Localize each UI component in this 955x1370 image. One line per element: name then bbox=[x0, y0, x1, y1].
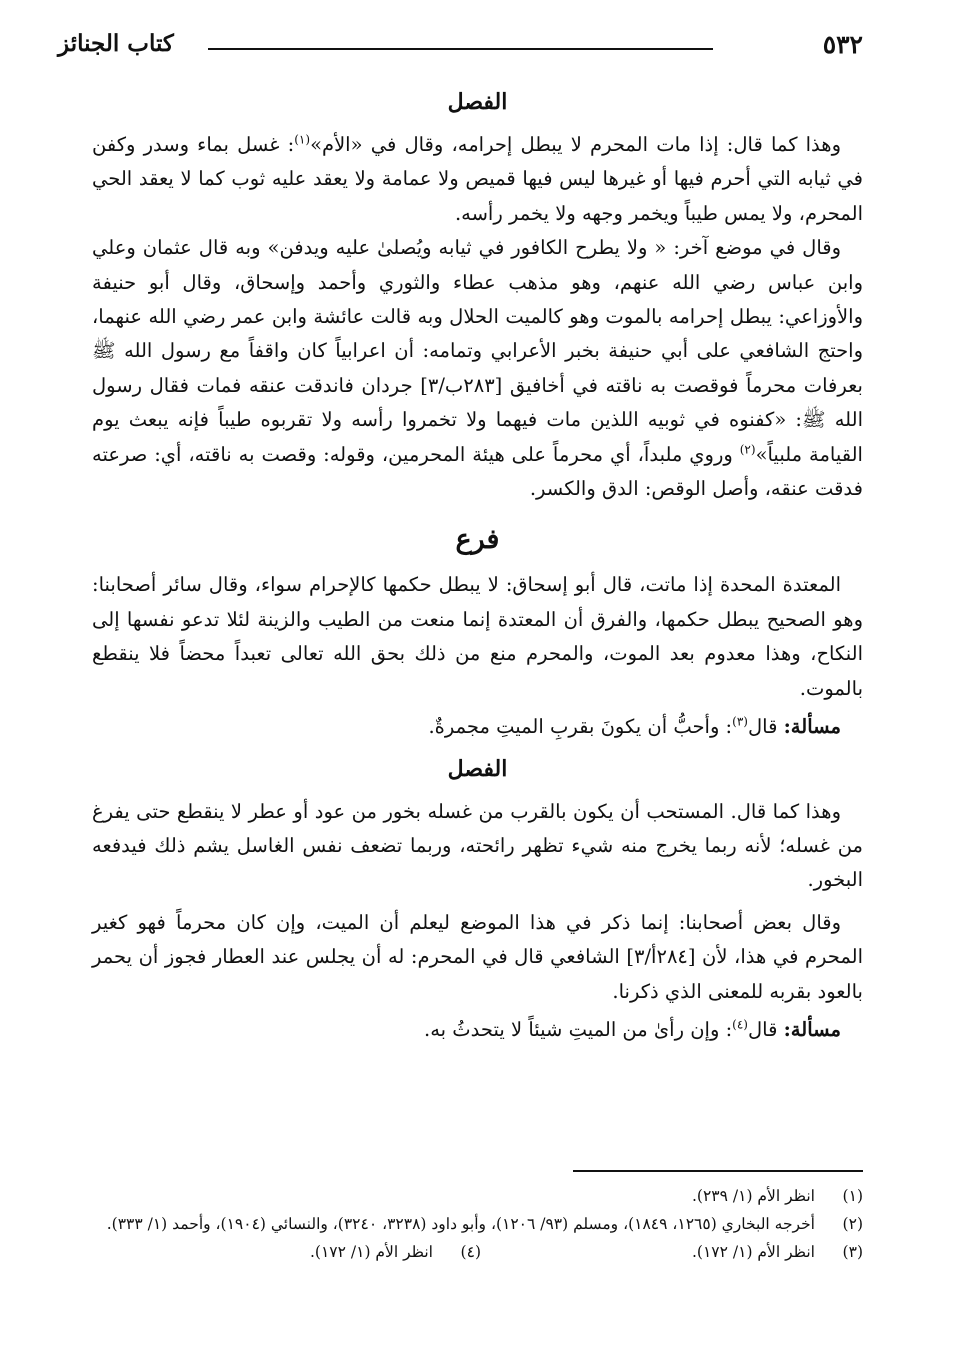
footnote bbox=[310, 1238, 481, 1266]
footnote-text: انظر الأم (١/ ١٧٢). bbox=[310, 1243, 433, 1261]
footnote-ref: (٤) bbox=[732, 1017, 748, 1032]
paragraph bbox=[92, 128, 863, 231]
section-heading: الفصل bbox=[447, 755, 508, 782]
paragraph-text: : غسل بماء وسدر وكفن في ثيابه التي أحرم فيها أو غيرها ليس فيها قميص ولا عمامة ولا يعقد عليه ثوب كما لا يعقد الحي المحرم، ولا يمس طيباً ويخمر وجهه ولا يخمر رأسه. bbox=[92, 133, 863, 225]
footnote-text: انظر الأم (١/ ٢٣٩). bbox=[692, 1187, 815, 1205]
paragraph: وهذا كما قال. المستحب أن يكون بالقرب من غسله بخور من عود أو عطر لا ينقطع حتى يفرغ من غسله؛ لأنه ربما يخرج منه شيء تظهر رائحته، وربما تضعف نفس الغاسل يشم ذلك فيدفعه البخور. bbox=[92, 799, 863, 892]
footnotes bbox=[92, 1182, 863, 1268]
paragraph: وقال بعض أصحابنا: إنما ذكر في هذا الموضع ليعلم أن الميت، وإن كان محرماً فهو كغير المحرم في هذا، لأن [٢٨٤أ/٣] الشافعي قال في المحرم: له أن يجلس عند العطار فجوز أن يحمر بالعود بقربه للمعنى الذي ذكرنا. bbox=[92, 910, 863, 1003]
footnote-ref: (٢) bbox=[739, 442, 756, 457]
footnote-number: (٣) bbox=[842, 1243, 863, 1261]
footnote bbox=[92, 1210, 863, 1238]
paragraph bbox=[92, 231, 863, 506]
footnote-ref: (١) bbox=[294, 132, 311, 147]
footnote bbox=[92, 1182, 863, 1210]
section-heading: فرع bbox=[455, 524, 500, 556]
footnote-text: أخرجه البخاري (١٢٦٥، ١٨٤٩)، ومسلم (٩٣/ ١٢٠٦)، وأبو داود (٣٢٣٨، ٣٢٤٠)، والنسائي (١٩٠٤)، وأحمد (١/ ٣٣٣). bbox=[106, 1215, 815, 1233]
footnote-ref: (٣) bbox=[732, 714, 748, 729]
footnote-rule bbox=[573, 1170, 863, 1172]
masala-label: مسألة: bbox=[783, 715, 841, 739]
masala-line bbox=[92, 1013, 863, 1047]
masala-label: مسألة: bbox=[783, 1017, 841, 1041]
header-rule bbox=[208, 48, 713, 50]
page-number: ٥٣٢ bbox=[822, 30, 863, 59]
section-heading: الفصل bbox=[447, 89, 508, 115]
masala-text: : وإن رأىٰ من الميتِ شيئاً لا يتحدثُ به. bbox=[424, 1017, 733, 1041]
footnote bbox=[692, 1238, 863, 1266]
paragraph: المعتدة المحدة إذا ماتت، قال أبو إسحاق: لا يبطل حكمها كالإحرام سواء، وقال سائر أصحابنا: وهو الصحيح يبطل حكمها، والفرق أن المعتدة إنما منعت من الطيب والزينة لئلا تدعو نفسها إلى النكاح، وهذا معدوم بعد الموت، والمحرم منع من ذلك بحق الله تعالى تعبداً محضاً فلا ينقطع بالموت. bbox=[92, 573, 863, 700]
footnote-number: (١) bbox=[842, 1187, 863, 1205]
paragraph-text: وقال في موضع آخر: « ولا يطرح الكافور في ثيابه ويُصلىٰ عليه ويدفن» وبه قال عثمان وعلي وابن عباس رضي الله عنهم، وهو مذهب عطاء والثوري وأحمد وإسحاق، وقال أبو حنيفة والأوزاعي: يبطل إحرامه بالموت وهو كالميت الحلال وبه قالت عائشة وابن عمر رضي الله عنهما، واحتج الشافعي على أبي حنيفة بخبر الأعرابي وتمامه: أن اعرابياً كان واقفاً مع رسول الله ﷺ بعرفات محرماً فوقصت به ناقته في أخافيق [٢٨٣ب/٣] جردان فاندقت عنقه فمات فقال رسول الله ﷺ: «كفنوه في ثوبيه اللذين مات فيهما ولا تخمروا رأسه ولا تقربوه طيباً فإنه يبعث يوم القيامة ملبياً» bbox=[92, 236, 863, 466]
paragraph-text: وهذا كما قال: إذا مات المحرم لا يبطل إحرامه، وقال في «الأم» bbox=[310, 133, 841, 156]
masala-line bbox=[92, 710, 863, 744]
masala-text: : وأحبُّ أن يكونَ بقربِ الميتِ مجمرةٌ. bbox=[428, 715, 733, 739]
masala-text: قال bbox=[747, 1017, 784, 1041]
footnote-text: انظر الأم (١/ ١٧٢). bbox=[692, 1243, 815, 1261]
footnote-row bbox=[92, 1238, 863, 1268]
footnote-number: (٢) bbox=[842, 1215, 863, 1233]
running-title: كتاب الجنائز bbox=[58, 30, 174, 57]
masala-text: قال bbox=[747, 715, 784, 739]
footnote-number: (٤) bbox=[460, 1243, 481, 1261]
page-header bbox=[58, 28, 863, 68]
main-text bbox=[92, 82, 863, 1051]
paragraph-text: وروي ملبداً، أي محرماً على هيئة المحرمين، وقوله: وقصت به ناقته، أي: صرعته فدقت عنقه، وأصل الوقص: الدق والكسر. bbox=[92, 442, 863, 501]
